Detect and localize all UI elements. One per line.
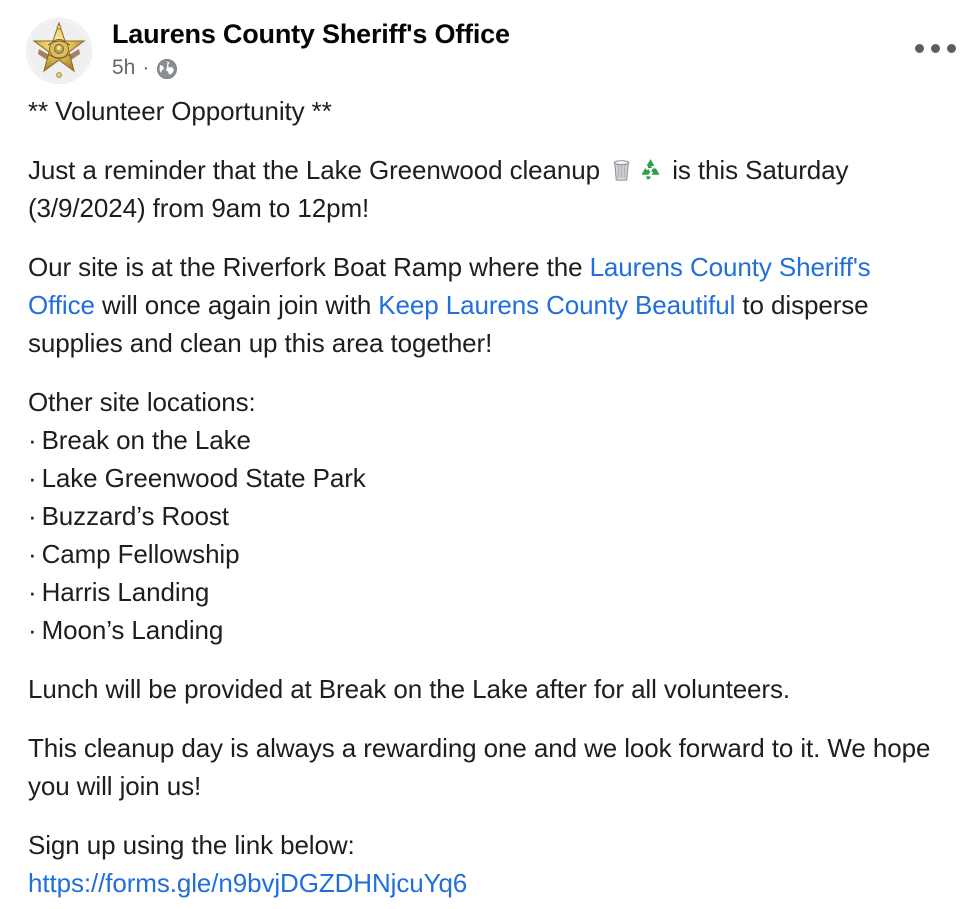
menu-dot	[915, 44, 924, 53]
bullet-icon: ·	[28, 425, 37, 455]
menu-dot	[947, 44, 956, 53]
list-item	[28, 535, 954, 573]
recycling-symbol-emoji	[637, 156, 664, 183]
bullet-icon: ·	[28, 463, 37, 493]
post-meta	[112, 56, 510, 80]
list-item	[28, 459, 954, 497]
paragraph-reminder	[28, 151, 943, 227]
paragraph-lunch: Lunch will be provided at Break on the Lake after for all volunteers.	[28, 674, 790, 704]
list-item-label: Camp Fellowship	[41, 539, 240, 569]
paragraph-site-info	[28, 248, 943, 362]
page-name[interactable]: Laurens County Sheriff's Office	[112, 19, 510, 49]
site-text-1: Our site is at the Riverfork Boat Ramp where the	[28, 252, 590, 282]
wastebasket-emoji	[608, 156, 635, 183]
globe-public-icon[interactable]	[156, 58, 178, 80]
list-item-label: Lake Greenwood State Park	[41, 463, 366, 493]
signup-form-link[interactable]: https://forms.gle/n9bvjDGZDHNjcuYq6	[28, 868, 468, 898]
list-item	[28, 573, 954, 611]
paragraph-signup-prompt: Sign up using the link below:	[28, 830, 355, 860]
menu-dot	[931, 44, 940, 53]
paragraph-closing: This cleanup day is always a rewarding one and we look forward to it. We hope you will join us!	[28, 733, 931, 801]
avatar[interactable]	[26, 18, 92, 84]
paragraph-headline: ** Volunteer Opportunity **	[28, 96, 332, 126]
other-site-locations-list	[28, 383, 954, 649]
reminder-text-after-emoji: is this Saturday (3/9/2024) from 9am to 12pm!	[28, 155, 849, 223]
list-item-label: Break on the Lake	[41, 425, 251, 455]
post-timestamp[interactable]: 5h	[112, 56, 136, 79]
site-text-2: will once again join with	[94, 290, 379, 320]
link-laurens-county-sheriffs-office[interactable]: Laurens County Sheriff's Office	[28, 252, 871, 320]
list-item	[28, 421, 954, 459]
bullet-icon: ·	[28, 615, 37, 645]
link-keep-laurens-county-beautiful[interactable]: Keep Laurens County Beautiful	[378, 290, 736, 320]
post-header	[0, 0, 980, 92]
bullet-icon: ·	[28, 577, 37, 607]
signup-link-row	[28, 864, 954, 902]
list-item-label: Harris Landing	[41, 577, 210, 607]
reminder-text-before-emoji: Just a reminder that the Lake Greenwood cleanup	[28, 155, 608, 185]
bullet-icon: ·	[28, 501, 37, 531]
sheriff-star-badge-icon	[27, 19, 91, 83]
meta-separator: ·	[142, 56, 150, 79]
bullet-icon: ·	[28, 539, 37, 569]
locations-heading: Other site locations:	[28, 387, 256, 417]
post-options-menu-button[interactable]	[912, 32, 958, 64]
list-item	[28, 497, 954, 535]
post-body	[0, 92, 980, 902]
post-author-block	[112, 16, 510, 80]
list-item	[28, 611, 954, 649]
list-item-label: Moon’s Landing	[41, 615, 224, 645]
list-item-label: Buzzard’s Roost	[41, 501, 229, 531]
site-text-3: to disperse supplies and clean up this area together!	[28, 290, 869, 358]
